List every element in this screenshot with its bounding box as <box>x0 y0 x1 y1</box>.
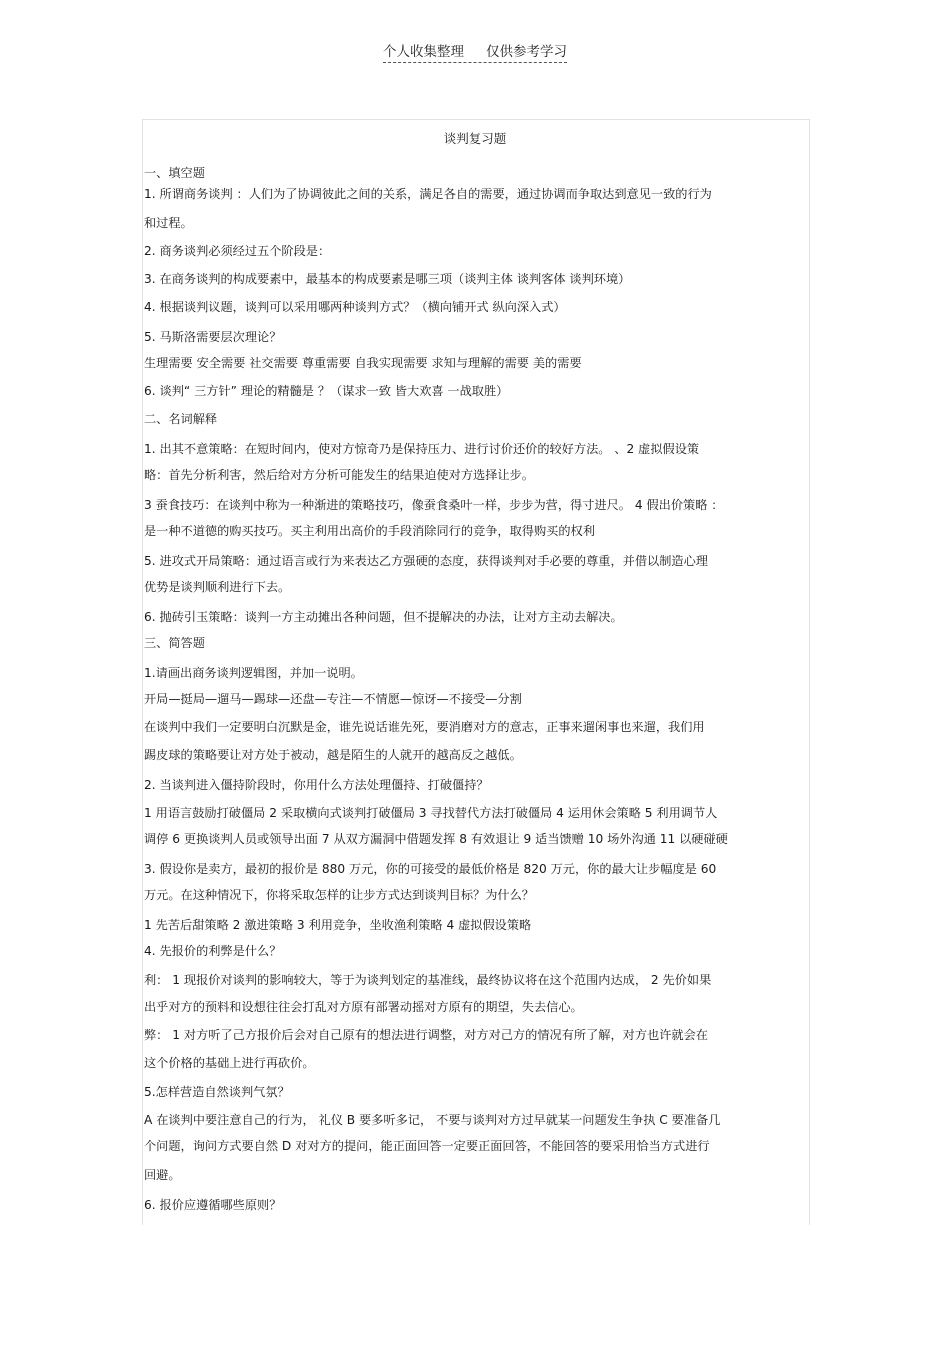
text-line: 6. 谈判“ 三方针” 理论的精髓是 ？（谋求一致 皆大欢喜 一战取胜） <box>144 384 509 398</box>
text-line: 调停 6 更换谈判人员或领导出面 7 从双方漏洞中借题发挥 8 有效退让 9 适当馈赠 10 场外沟通 11 以硬碰硬 <box>144 832 728 846</box>
text-line: 出乎对方的预料和设想往往会打乱对方原有部署动摇对方原有的期望，失去信心。 <box>144 1000 583 1014</box>
text-line: 略：首先分析利害，然后给对方分析可能发生的结果迫使对方选择让步。 <box>144 468 534 482</box>
section-heading: 三、简答题 <box>144 636 205 650</box>
text-line: 2. 商务谈判必须经过五个阶段是： <box>144 244 331 258</box>
text-line: 弊： 1 对方听了己方报价后会对自己原有的想法进行调整，对方对己方的情况有所了解，对方也许就会在 <box>144 1028 708 1042</box>
document-title: 谈判复习题 <box>443 131 507 146</box>
text-line: 3. 在商务谈判的构成要素中，最基本的构成要素是哪三项（谈判主体 谈判客体 谈判环境） <box>144 272 631 286</box>
text-line: 1.请画出商务谈判逻辑图，并加一说明。 <box>144 666 363 680</box>
page-header <box>0 40 950 63</box>
text-line: 是一种不道德的购买技巧。买主利用出高价的手段消除同行的竞争，取得购买的权利 <box>144 524 595 538</box>
text-line: 开局—挺局—遛马—踢球—还盘—专注—不情愿—惊讶—不接受—分割 <box>144 692 522 706</box>
text-line: 万元。在这种情况下，你将采取怎样的让步方式达到谈判目标？为什么？ <box>144 888 534 902</box>
text-line: 和过程。 <box>144 216 193 230</box>
text-line: 4. 根据谈判议题，谈判可以采用哪两种谈判方式？（横向铺开式 纵向深入式） <box>144 300 566 314</box>
text-line: 1. 所谓商务谈判 ：人们为了协调彼此之间的关系，满足各自的需要，通过协调而争取达到意见一致的行为 <box>144 187 712 201</box>
text-line: A 在谈判中要注意自己的行为， 礼仪 B 要多听多记， 不要与谈判对方过早就某一问题发生争执 C 要准备几 <box>144 1113 721 1127</box>
text-line: 4. 先报价的利弊是什么？ <box>144 944 282 958</box>
text-line: 利： 1 现报价对谈判的影响较大，等于为谈判划定的基准线，最终协议将在这个范围内达成， 2 先价如果 <box>144 973 712 987</box>
text-line: 3. 假设你是卖方，最初的报价是 880 万元，你的可接受的最低价格是 820 万元，你的最大让步幅度是 60 <box>144 862 717 876</box>
text-line: 这个价格的基础上进行再砍价。 <box>144 1056 315 1070</box>
text-line: 5.怎样营造自然谈判气氛？ <box>144 1085 290 1099</box>
text-line: 6. 报价应遵循哪些原则？ <box>144 1198 282 1212</box>
text-line: 3 蚕食技巧：在谈判中称为一种渐进的策略技巧，像蚕食桑叶一样，步步为营，得寸进尺。 4 假出价策略 ： <box>144 498 724 512</box>
section-heading: 二、名词解释 <box>144 412 218 426</box>
text-line: 6. 抛砖引玉策略：谈判一方主动摊出各种问题，但不提解决的办法，让对方主动去解决。 <box>144 610 623 624</box>
text-line: 优势是谈判顺利进行下去。 <box>144 580 291 594</box>
section-heading: 一、填空题 <box>144 166 205 180</box>
text-line: 踢皮球的策略要让对方处于被动，越是陌生的人就开的越高反之越低。 <box>144 748 522 762</box>
text-line: 2. 当谈判进入僵持阶段时，你用什么方法处理僵持、打破僵持？ <box>144 778 489 792</box>
text-line: 1 先苦后甜策略 2 激进策略 3 利用竞争，坐收渔利策略 4 虚拟假设策略 <box>144 918 532 932</box>
header-rule <box>383 40 567 63</box>
header-right-text: 仅供参考学习 <box>486 44 567 60</box>
text-line: 个问题，询问方式要自然 D 对对方的提问，能正面回答一定要正面回答，不能回答的要采用恰当方式进行 <box>144 1139 710 1153</box>
text-line: 生理需要 安全需要 社交需要 尊重需要 自我实现需要 求知与理解的需要 美的需要 <box>144 356 582 370</box>
text-line: 5. 马斯洛需要层次理论？ <box>144 330 282 344</box>
header-left-text: 个人收集整理 <box>383 44 464 60</box>
text-line: 5. 进攻式开局策略：通过语言或行为来表达乙方强硬的态度，获得谈判对手必要的尊重，并借以制造心理 <box>144 554 708 568</box>
text-line: 回避。 <box>144 1168 181 1182</box>
text-line: 1 用语言鼓励打破僵局 2 采取横向式谈判打破僵局 3 寻找替代方法打破僵局 4 运用休会策略 5 利用调节人 <box>144 806 718 820</box>
text-line: 在谈判中我们一定要明白沉默是金，谁先说话谁先死，要消磨对方的意志，正事来遛闲事也来遛，我们用 <box>144 720 705 734</box>
text-line: 1. 出其不意策略：在短时间内，使对方惊奇乃是保持压力、进行讨价还价的较好方法。 、2 虚拟假设策 <box>144 442 700 456</box>
